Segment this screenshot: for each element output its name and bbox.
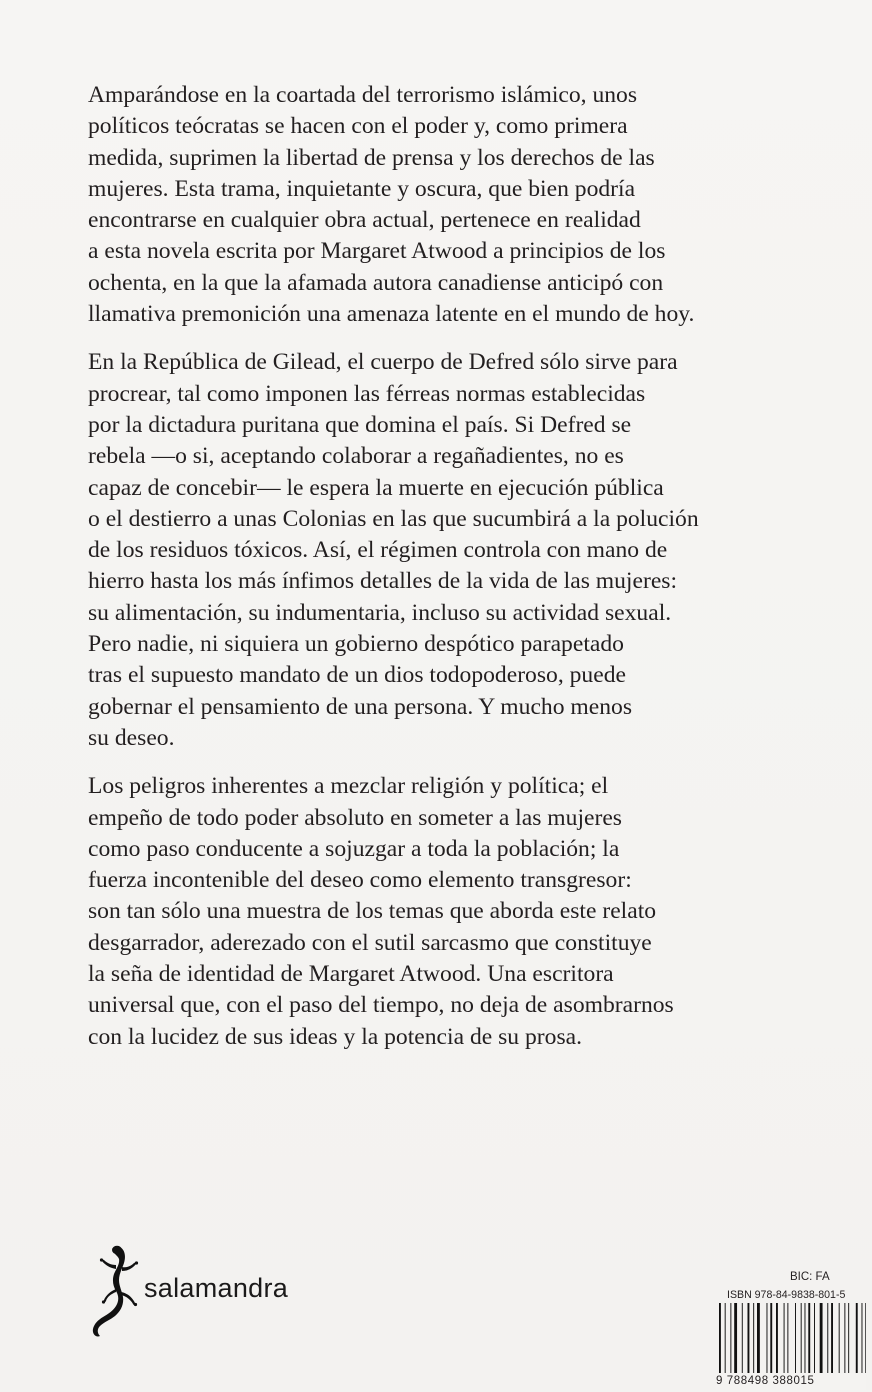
blurb-line: desgarrador, aderezado con el sutil sarcasmo que constituye (88, 929, 652, 956)
barcode-digits: 9 788498 388015 (716, 1373, 866, 1390)
barcode-bar (862, 1303, 863, 1373)
blurb-line: hierro hasta los más ínfimos detalles de la vida de las mujeres: (88, 568, 678, 595)
barcode-bar (808, 1303, 810, 1373)
blurb-line: Amparándose en la coartada del terrorismo islámico, unos (88, 82, 638, 108)
barcode-bar (865, 1303, 866, 1373)
blurb-paragraph (88, 771, 804, 1053)
blurb-line: Los peligros inherentes a mezclar religión y política; el (88, 773, 609, 800)
blurb-line: su alimentación, su indumentaria, incluso su actividad sexual. (88, 599, 672, 626)
blurb-line: o el destierro a unas Colonias en las que sucumbirá a la polución (88, 505, 699, 532)
blurb-paragraph (88, 347, 804, 754)
barcode-bar (827, 1303, 828, 1373)
publisher-name: salamandra (144, 1273, 289, 1303)
salamander-icon (86, 1243, 150, 1341)
blurb-line: empeño de todo poder absoluto en someter a las mujeres (88, 804, 622, 831)
barcode-bar (787, 1303, 788, 1373)
isbn-number: ISBN 978-84-9838-801-5 (727, 1289, 846, 1301)
barcode-bar (725, 1303, 726, 1381)
barcode-bar (844, 1303, 845, 1373)
barcode-bar (831, 1303, 833, 1373)
barcode-bar (757, 1303, 760, 1373)
barcode-bar (801, 1303, 802, 1373)
blurb-line: medida, suprimen la libertad de prensa y los derechos de las (88, 144, 655, 171)
blurb-line: la seña de identidad de Margaret Atwood. Una escritora (88, 961, 614, 988)
blurb-line: encontrarse en cualquier obra actual, pertenece en realidad (88, 207, 641, 234)
blurb-line: capaz de concebir— le espera la muerte en ejecución pública (88, 474, 664, 501)
blurb-line: son tan sólo una muestra de los temas que aborda este relato (88, 898, 657, 925)
barcode-bar (839, 1303, 840, 1373)
barcode-bar (805, 1303, 806, 1373)
barcode-bar (742, 1303, 743, 1373)
blurb-line: de los residuos tóxicos. Así, el régimen controla con mano de (88, 537, 668, 564)
blurb-line: a esta novela escrita por Margaret Atwood a principios de los (88, 238, 666, 265)
blurb-line: mujeres. Esta trama, inquietante y oscura, que bien podría (88, 175, 636, 202)
blurb-line: Pero nadie, ni siquiera un gobierno despótico parapetado (88, 631, 624, 658)
blurb-line: universal que, con el paso del tiempo, no deja de asombrarnos (88, 992, 674, 1019)
blurb-line: como paso conducente a sojuzgar a toda la población; la (88, 835, 620, 862)
blurb-line: políticos teócratas se hacen con el poder y, como primera (88, 113, 628, 140)
barcode-bar (767, 1303, 768, 1373)
barcode-bar (748, 1303, 750, 1373)
blurb-text (88, 80, 804, 1070)
barcode-bar (753, 1303, 754, 1373)
barcode-bar (820, 1303, 823, 1381)
blurb-line: fuerza incontenible del deseo como elemento transgresor: (88, 867, 632, 894)
barcode-bar (719, 1303, 721, 1381)
barcode-bar (776, 1303, 778, 1373)
barcode-bar (848, 1303, 849, 1373)
barcode-bar (814, 1303, 815, 1381)
publisher-logo (86, 1243, 316, 1343)
blurb-line: llamativa premonición una amenaza latente en el mundo de hoy. (88, 301, 695, 328)
blurb-line: En la República de Gilead, el cuerpo de Defred sólo sirve para (88, 349, 678, 376)
barcode-bar (734, 1303, 737, 1373)
bic-code: BIC: FA (790, 1271, 830, 1283)
blurb-paragraph (88, 80, 804, 330)
blurb-line: por la dictadura puritana que domina el país. Si Defred se (88, 411, 632, 438)
barcode-bar (795, 1303, 796, 1373)
barcode-bar (770, 1303, 772, 1373)
blurb-line: tras el supuesto mandato de un dios todopoderoso, puede (88, 662, 626, 689)
barcode-bar (784, 1303, 785, 1373)
blurb-line: rebela —o si, aceptando colaborar a regañadientes, no es (88, 443, 624, 470)
barcode-bar (730, 1303, 731, 1373)
barcode-bar (856, 1303, 858, 1373)
blurb-line: gobernar el pensamiento de una persona. Y mucho menos (88, 693, 633, 720)
blurb-line: su deseo. (88, 724, 175, 751)
blurb-line: con la lucidez de sus ideas y la potencia de su prosa. (88, 1023, 582, 1050)
blurb-line: procrear, tal como imponen las férreas normas establecidas (88, 380, 646, 407)
blurb-line: ochenta, en la que la afamada autora canadiense anticipó con (88, 269, 664, 296)
